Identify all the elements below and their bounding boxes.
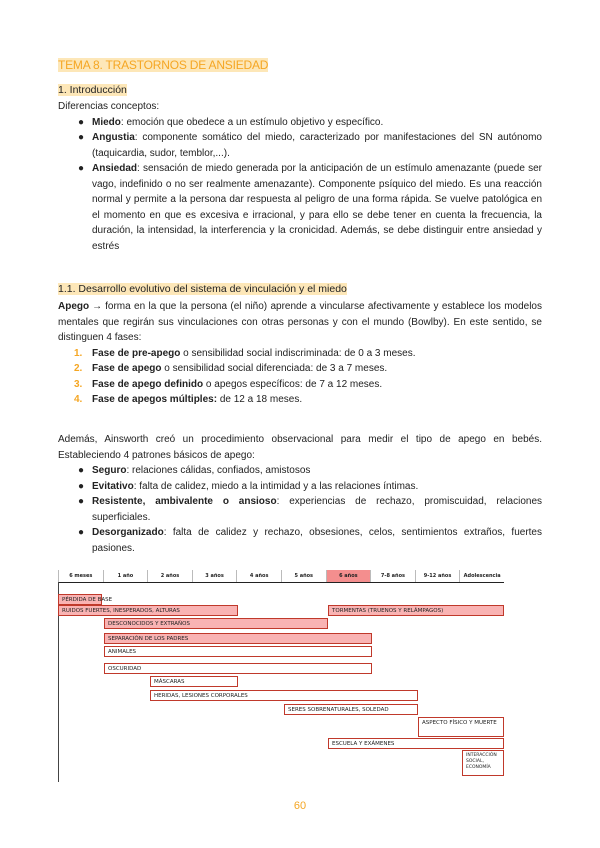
list-item: 4. Fase de apegos múltiples: de 12 a 18 meses. [74,394,303,405]
age-label: 6 años [326,570,371,582]
list-item: ● Miedo: emoción que obedece a un estímulo objetivo y específico. [78,116,384,128]
fear-bar: HERIDAS, LESIONES CORPORALES [150,690,418,701]
fear-bar: SEPARACIÓN DE LOS PADRES [104,633,372,644]
fear-bar: DESCONOCIDOS Y EXTRAÑOS [104,618,328,629]
ainsworth-paragraph: Además, Ainsworth creó un procedimiento observacional para medir el tipo de apego en bebés. Estableciendo 4 patrones básicos de apego: [58,434,542,461]
age-label: 7-8 años [370,570,415,582]
page-number: 60 [293,800,307,812]
list-item: ● Resistente, ambivalente o ansioso: experiencias de rechazo, promiscuidad, relaciones superficiales. [78,496,543,523]
list-item: 2. Fase de apego o sensibilidad social diferenciada: de 3 a 7 meses. [74,363,388,374]
arrow-icon: → [92,301,103,312]
age-label: 4 años [236,570,281,582]
concept-list [58,115,542,255]
age-label: 1 año [103,570,148,582]
list-item: ● Ansiedad: sensación de miedo generada por la anticipación de un estímulo amenazante (puede ser vago, indefinido o no ser realmente amenazante). Componente psíquico del miedo. Es una reacción normal y permite a la persona dar respuesta al peligro de una forma rápida. Se vuelve patológica en el momento en que es excesiva e irracional, y para ello se debe tener en cuenta la frecuencia, la duración, la intensidad, la interferencia y la cronicidad. Además, se debe distinguir entre ansiedad y estrés [78,163,542,252]
age-label: 9-12 años [415,570,460,582]
phase-list [58,346,542,408]
fear-bar: ASPECTO FÍSICO Y MUERTE [418,717,504,737]
fears-chart [58,570,504,780]
list-item: 3. Fase de apego definido o apegos específicos: de 7 a 12 meses. [74,378,383,390]
section-heading-1-1: 1.1. Desarrollo evolutivo del sistema de vinculación y el miedo [58,283,347,295]
page-title: TEMA 8. TRASTORNOS DE ANSIEDAD [58,58,269,72]
age-label: 3 años [192,570,237,582]
intro-lead: Diferencias conceptos: [58,101,160,112]
age-label: Adolescencia [459,570,504,582]
fear-bar: OSCURIDAD [104,663,372,674]
ainsworth-body [58,432,542,556]
age-label: 6 meses [58,570,103,582]
fear-bar: SERES SOBRENATURALES, SOLEDAD [284,704,418,715]
fear-bar: INTERACCIÓN SOCIAL, ECONOMÍA [462,750,504,776]
list-item: ● Seguro: relaciones cálidas, confiados, amistosos [78,465,311,476]
fear-bar: TORMENTAS (TRUENOS Y RELÁMPAGOS) [328,605,504,616]
intro-body [58,99,542,254]
list-item: ● Desorganizado: falta de calidez y rechazo, obsesiones, celos, sentimientos extraños, fuertes pasiones. [78,527,542,554]
pattern-list [58,463,542,556]
fear-bar: MÁSCARAS [150,676,238,687]
fear-bar: ANIMALES [104,646,372,657]
age-label: 5 años [281,570,326,582]
age-label: 2 años [147,570,192,582]
apego-paragraph: Apego → forma en la que la persona (el niño) aprende a vincularse afectivamente y establece los modelos mentales que regirán sus vinculaciones con otras personas y con el mundo (Bowlby). En este sentido, se distinguen 4 fases: [58,301,542,343]
apego-body [58,299,542,408]
fear-bar: PÉRDIDA DE BASE [58,594,102,605]
intro-heading: 1. Introducción [58,84,127,96]
fear-bar: RUIDOS FUERTES, INESPERADOS, ALTURAS [58,605,238,616]
list-item: 1. Fase de pre-apego o sensibilidad social indiscriminada: de 0 a 3 meses. [74,347,416,359]
age-axis [58,570,504,583]
list-item: ● Evitativo: falta de calidez, miedo a la intimidad y a las relaciones íntimas. [78,480,419,492]
list-item: ● Angustia: componente somático del miedo, caracterizado por manifestaciones del SN autónomo (taquicardia, sudor, temblor,...). [78,132,542,159]
fear-bar: ESCUELA Y EXÁMENES [328,738,504,749]
